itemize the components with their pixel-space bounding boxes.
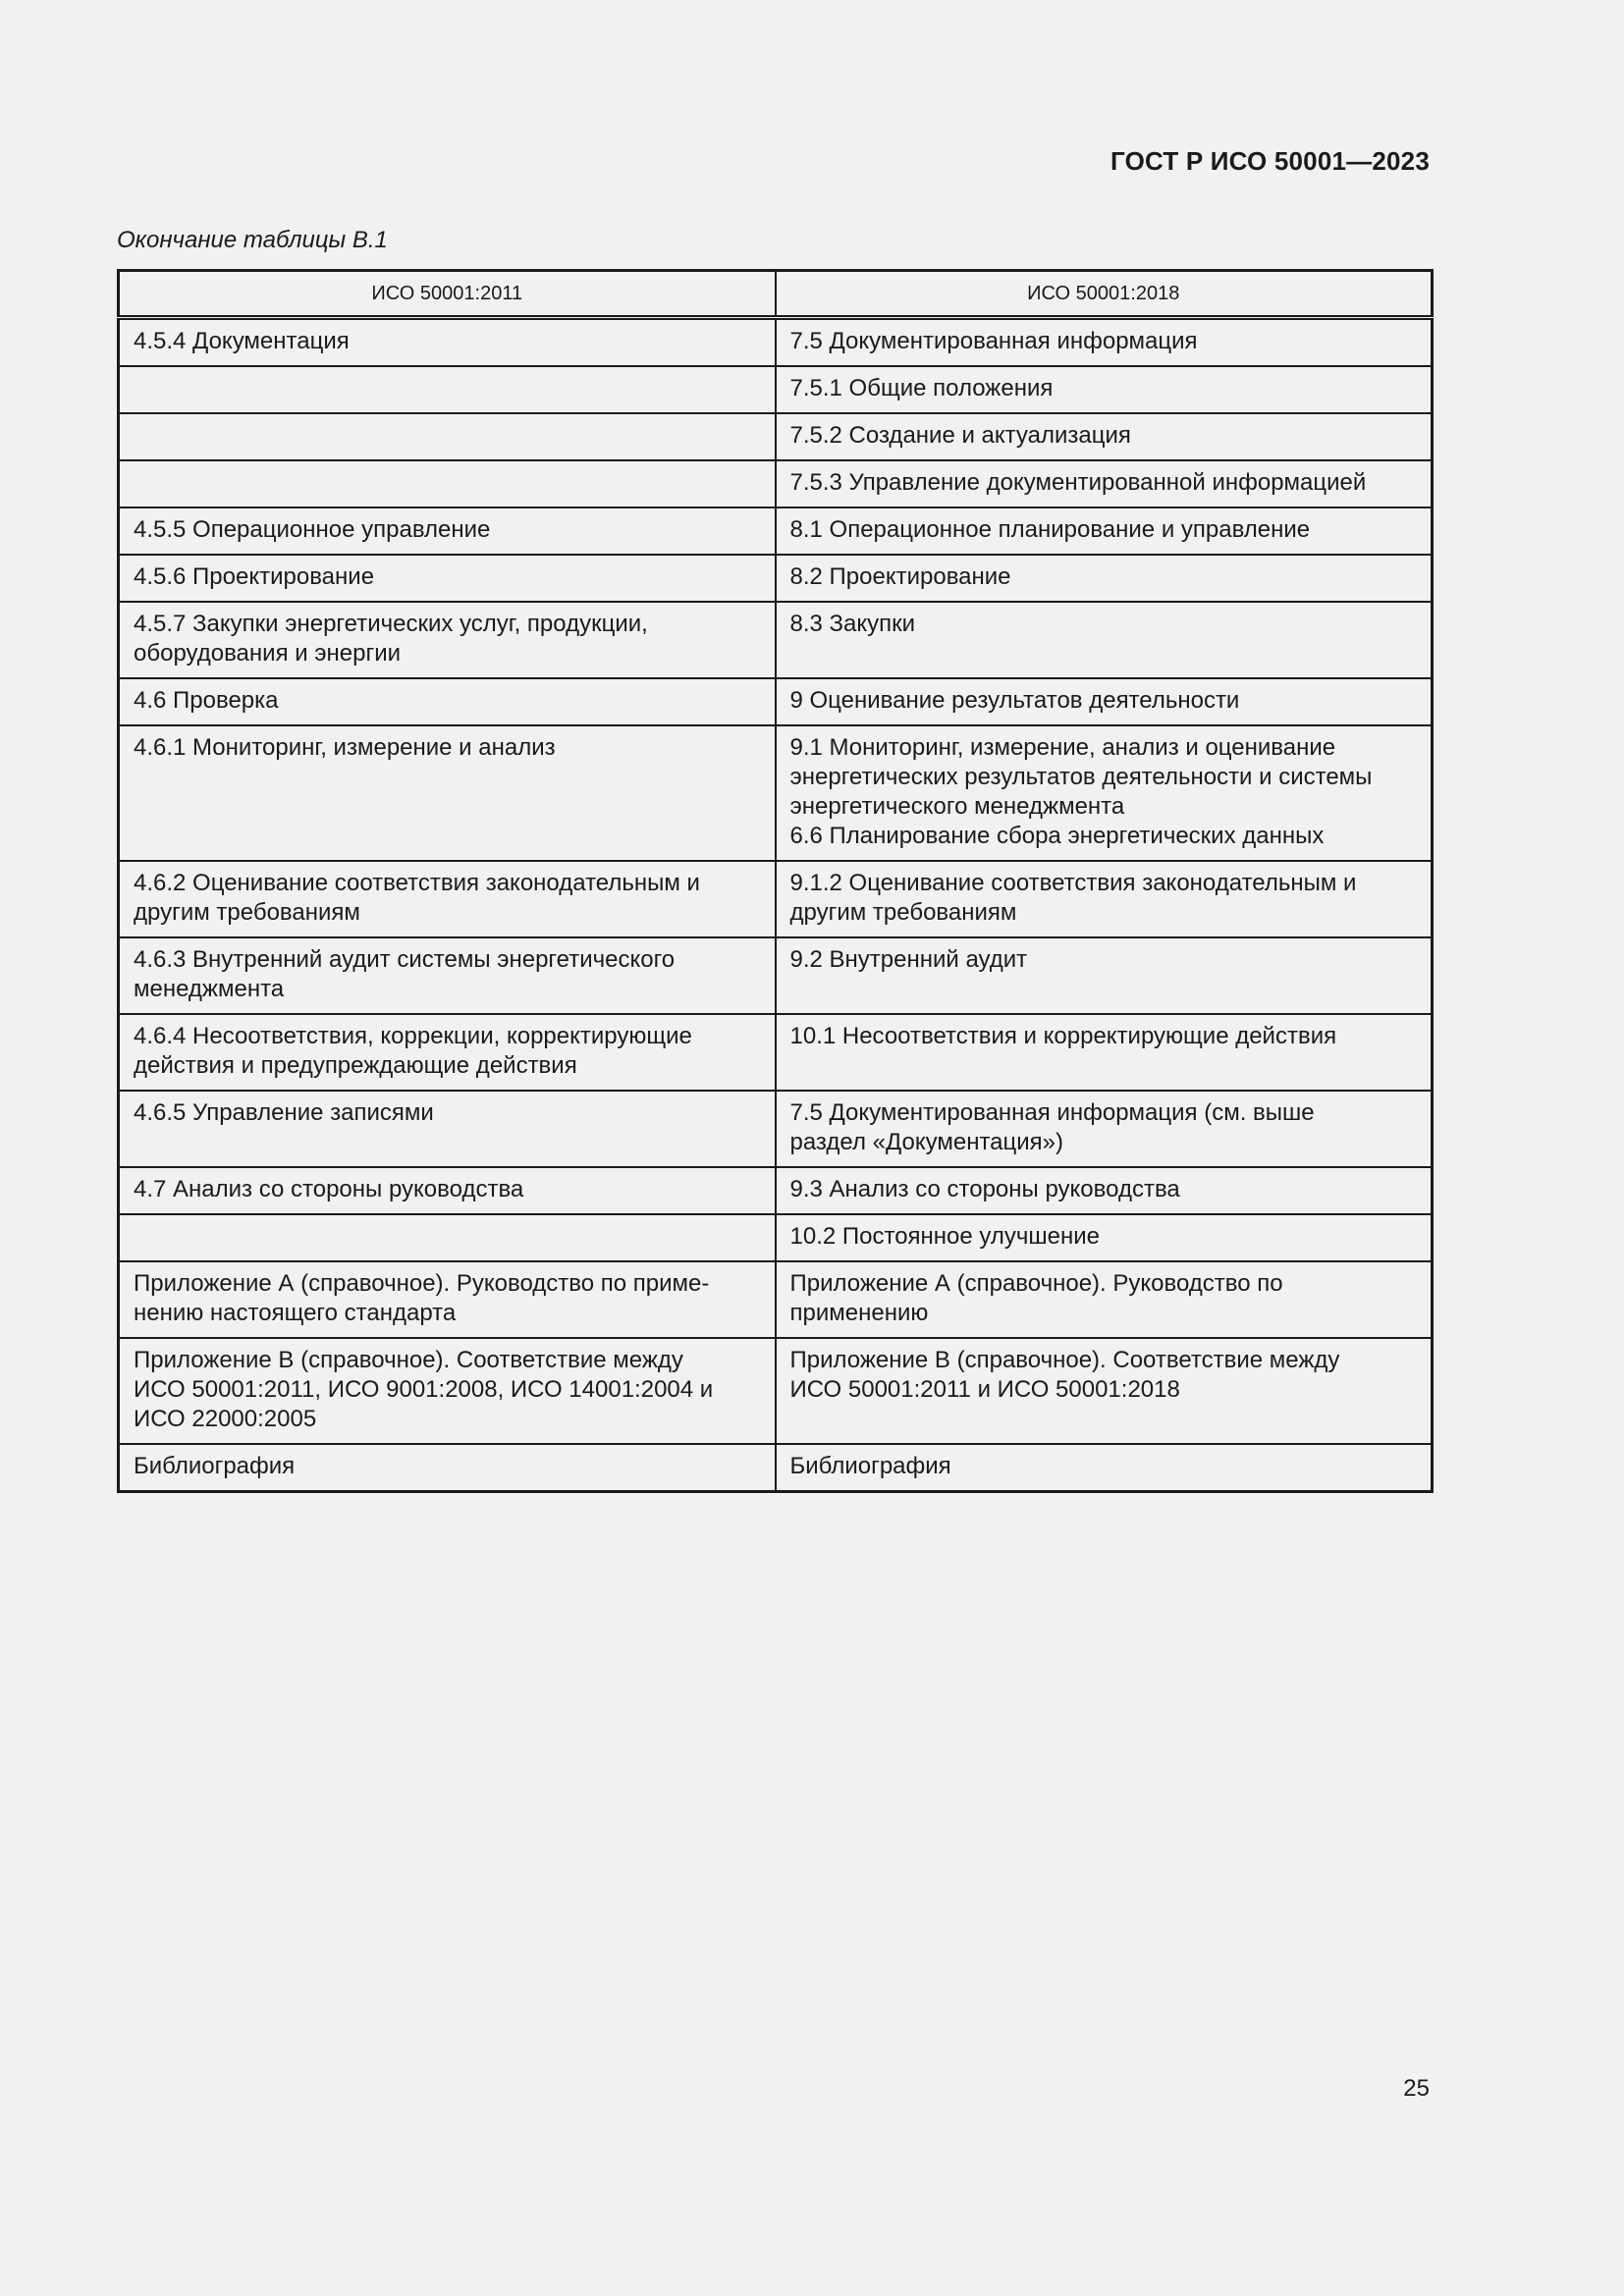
cell-iso-2018: Приложение В (справочное). Соответствие между ИСО 50001:2011 и ИСО 50001:2018 [776,1338,1433,1444]
table-row [119,1014,1433,1091]
table-row [119,1167,1433,1214]
cell-iso-2018: 10.1 Несоответствия и корректирующие действия [776,1014,1433,1091]
table-caption: Окончание таблицы В.1 [117,227,388,253]
cell-iso-2018: 9 Оценивание результатов деятельности [776,678,1433,725]
cell-iso-2018: Библиография [776,1444,1433,1492]
cell-iso-2011: Библиография [119,1444,776,1492]
cell-iso-2011 [119,1214,776,1261]
document-standard-id: ГОСТ Р ИСО 50001—2023 [1110,146,1430,176]
table-row [119,861,1433,937]
cell-iso-2018: 9.2 Внутренний аудит [776,937,1433,1014]
table-row [119,555,1433,602]
cell-iso-2018: Приложение А (справочное). Руководство по применению [776,1261,1433,1338]
column-header-iso-2018: ИСО 50001:2018 [776,271,1433,318]
column-header-iso-2011: ИСО 50001:2011 [119,271,776,318]
table-row [119,366,1433,413]
cell-iso-2018: 9.3 Анализ со стороны руководства [776,1167,1433,1214]
table-row [119,507,1433,555]
cell-iso-2011: 4.6.1 Мониторинг, измерение и анализ [119,725,776,861]
cell-iso-2011: 4.5.7 Закупки энергетических услуг, продукции, оборудования и энергии [119,602,776,678]
table-row [119,1338,1433,1444]
cell-iso-2011: Приложение В (справочное). Соответствие между ИСО 50001:2011, ИСО 9001:2008, ИСО 14001:2004 и ИСО 22000:2005 [119,1338,776,1444]
cell-iso-2011 [119,460,776,507]
table-row [119,1444,1433,1492]
cell-iso-2018: 7.5 Документированная информация [776,318,1433,367]
table-body [119,318,1433,1492]
cell-iso-2018: 8.2 Проектирование [776,555,1433,602]
cell-iso-2011: 4.6 Проверка [119,678,776,725]
cell-iso-2011: 4.6.2 Оценивание соответствия законодательным и другим требованиям [119,861,776,937]
table-row [119,1091,1433,1167]
page-number: 25 [1403,2075,1430,2102]
cell-iso-2011: 4.5.5 Операционное управление [119,507,776,555]
cell-iso-2011: 4.5.6 Проектирование [119,555,776,602]
table-row [119,678,1433,725]
cell-iso-2018: 10.2 Постоянное улучшение [776,1214,1433,1261]
cell-iso-2011 [119,366,776,413]
cell-iso-2018: 7.5.2 Создание и актуализация [776,413,1433,460]
cell-iso-2011: 4.6.4 Несоответствия, коррекции, корректирующие действия и предупреждающие действия [119,1014,776,1091]
cell-iso-2011: 4.5.4 Документация [119,318,776,367]
table-header-row [119,271,1433,318]
table-row [119,937,1433,1014]
cell-iso-2011 [119,413,776,460]
cell-iso-2018: 7.5.3 Управление документированной информацией [776,460,1433,507]
table-row [119,413,1433,460]
cell-iso-2018: 9.1.2 Оценивание соответствия законодательным и другим требованиям [776,861,1433,937]
cell-iso-2011: Приложение А (справочное). Руководство по приме- нению настоящего стандарта [119,1261,776,1338]
cell-iso-2011: 4.6.5 Управление записями [119,1091,776,1167]
table-row [119,1214,1433,1261]
table-row [119,318,1433,367]
table-row [119,725,1433,861]
cell-iso-2018: 9.1 Мониторинг, измерение, анализ и оценивание энергетических результатов деятельности и системы энергетического менеджмента 6.6 Планирование сбора энергетических данных [776,725,1433,861]
cell-iso-2018: 8.1 Операционное планирование и управление [776,507,1433,555]
table-row [119,602,1433,678]
correspondence-table [117,269,1434,1493]
cell-iso-2011: 4.7 Анализ со стороны руководства [119,1167,776,1214]
cell-iso-2018: 8.3 Закупки [776,602,1433,678]
cell-iso-2018: 7.5 Документированная информация (см. выше раздел «Документация») [776,1091,1433,1167]
table-row [119,1261,1433,1338]
cell-iso-2018: 7.5.1 Общие положения [776,366,1433,413]
cell-iso-2011: 4.6.3 Внутренний аудит системы энергетического менеджмента [119,937,776,1014]
table-row [119,460,1433,507]
